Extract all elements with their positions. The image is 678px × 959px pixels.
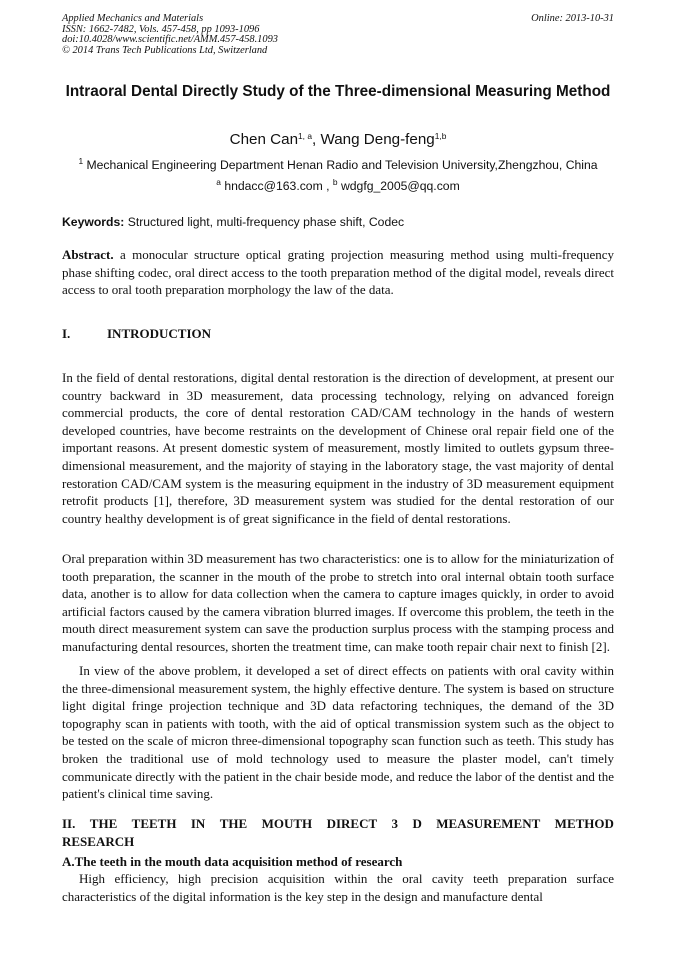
journal-name: Applied Mechanics and Materials [62,13,204,24]
section-2-word: THE [219,816,248,831]
keywords [62,214,622,230]
issn-line: ISSN: 1662-7482, Vols. 457-458, pp 1093-1096 [62,23,260,35]
online-date: Online: 2013-10-31 [531,13,614,24]
paper-title: Intraoral Dental Directly Study of the Three-dimensional Measuring Method [65,83,611,100]
section-1-number: I. [62,326,71,341]
email-b-superscript: b [332,177,338,187]
section-2-word: MEASUREMENT [436,816,541,831]
abstract [62,246,614,299]
author-2-superscript: 1,b [434,131,447,141]
journal-header [62,14,614,57]
section-2-heading [62,815,614,850]
abstract-label: Abstract. [62,247,114,262]
section-2-word: MOUTH [261,816,313,831]
affiliation-text: Mechanical Engineering Department Henan Radio and Television University,Zhengzhou, China [86,158,598,172]
keywords-text: Structured light, multi-frequency phase shift, Codec [127,215,405,229]
intro-paragraph-3: In view of the above problem, it developed a set of direct effects on patients with oral cavity within the three-dimensional measurement system, the highly effective denture. The system is based on structure light digital fringe projection technique and 3D data refactoring techniques, the demand of the 3D topography scan in patients with tooth, with the aid of optical transmission system such as the object to be tested on the scale of micron three-dimensional topography scan function such as teeth. This study has broken the traditional use of mold technology used to measure the plaster model, can't timely communicate directly with the patient in the chair beside mode, and reduce the labor of the dentist and the patient's clinical time saving. [62,663,614,802]
section-2-word: METHOD [554,816,614,831]
email-a[interactable]: hndacc@163.com , [224,179,330,193]
author-1-name: Chen Can [229,131,299,148]
section-2-number: II. [62,816,76,831]
email-a-superscript: a [216,177,221,187]
author-separator: , [312,131,321,148]
email-b[interactable]: wdgfg_2005@qq.com [340,179,460,193]
doi-line[interactable]: doi:10.4028/www.scientific.net/AMM.457-458.1093 [62,34,278,46]
intro-paragraph-1: In the field of dental restorations, digital dental restoration is the direction of development, at present our country backward in 3D measurement, data processing technology, relying on advanced foreign commercial products, the core of dental restoration CAD/CAM technology in the hands of western developed countries, have become restraints on the development of Chinese oral repair field one of the important reasons. At present domestic system of measurement, mostly limited to outlets gypsum three-dimensional measurement, and the majority of staying in the laboratory stage, the vast majority of dental restoration CAD/CAM system is the measuring equipment in the industry of 3D measurement equipment retrofit products [1], therefore, 3D measurement system was studied for the dental restoration of our country healthy development is of great significance in the field of dental restorations. [62,370,614,526]
author-line [62,130,614,149]
section-2-word: D [412,816,422,831]
section-2-title-line-1 [62,815,614,833]
section-2-word: TEETH [131,816,177,831]
section-2-word: IN [190,816,206,831]
affiliation [62,157,614,173]
author-2-name: Wang Deng-feng [320,131,435,148]
section-2-word: THE [89,816,118,831]
abstract-text: a monocular structure optical grating projection measuring method using multi-frequency phase shifting codec, oral direct access to the tooth preparation method of the digital model, reveals direct access to oral tooth preparation morphology the law of the data. [62,247,614,298]
section-1-heading [62,325,614,343]
section-2-paragraph-1: High efficiency, high precision acquisition within the oral cavity teeth preparation surface characteristics of the digital information is the key step in the design and manufacture dental [62,871,614,904]
copyright-line: © 2014 Trans Tech Publications Ltd, Switzerland [62,45,268,57]
keywords-label: Keywords: [62,215,125,229]
subsection-a-heading: A.The teeth in the mouth data acquisition method of research [62,854,403,869]
intro-paragraph-2: Oral preparation within 3D measurement has two characteristics: one is to allow for the miniaturization of tooth preparation, the scanner in the mouth of the probe to stretch into oral internal obtain tooth surface data, another is to allow for data collection when the camera to capture images quickly, in order to avoid artificial factors caused by the camera vibration blurred images. If overcome this problem, the teeth in the mouth direct measurement system can save the production surplus process with the stamping process and manufacturing dental resources, shorten the treatment time, can make tooth repair chair next to finish [2]. [62,551,614,654]
email-line [62,178,614,194]
section-2-word: 3 [391,816,399,831]
section-1-title: INTRODUCTION [107,326,212,341]
section-2-word: DIRECT [326,816,378,831]
author-1-superscript: 1, a [298,131,312,141]
affiliation-superscript: 1 [78,156,84,166]
section-2-title-line-2: RESEARCH [62,833,135,849]
